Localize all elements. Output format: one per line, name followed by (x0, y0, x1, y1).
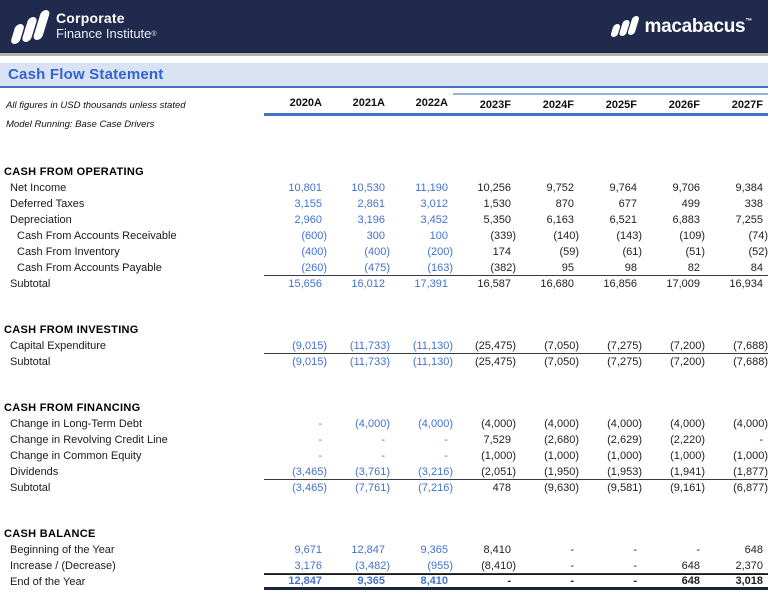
cfi-logo-mark-icon (13, 10, 46, 44)
row-values (264, 574, 768, 590)
table-row-beginning-of-the-year (0, 542, 768, 558)
row-label: Subtotal (10, 356, 51, 368)
column-header-2023f: 2023F (453, 93, 516, 113)
table-cell: (1,950) (544, 465, 579, 478)
table-cell: - (318, 450, 322, 462)
table-row-increase-decrease (0, 558, 768, 574)
table-cell: 17,391 (414, 278, 448, 290)
table-cell: 8,410 (483, 544, 511, 556)
table-cell: (382) (490, 261, 516, 274)
table-cell: (11,130) (412, 339, 453, 352)
table-cell: (4,000) (670, 418, 705, 430)
macabacus-logo-mark-icon (612, 16, 637, 37)
title-band (0, 63, 768, 88)
table-cell: (143) (616, 230, 642, 242)
table-cell: 98 (624, 261, 637, 274)
table-cell: (955) (427, 559, 453, 572)
table-cell: (3,761) (355, 465, 390, 478)
row-values (264, 416, 768, 432)
table-row-change-in-revolving-credit-line (0, 432, 768, 448)
macabacus-logo[interactable] (612, 16, 752, 38)
table-cell: (11,130) (412, 356, 453, 368)
table-cell: (51) (685, 246, 705, 258)
table-cell: 870 (555, 198, 574, 210)
table-cell: - (381, 450, 385, 462)
table-cell: (8,410) (481, 559, 516, 572)
row-label: Subtotal (10, 482, 51, 494)
table-cell: (25,475) (475, 356, 516, 368)
table-cell: 300 (366, 230, 385, 242)
table-cell: (3,465) (292, 482, 327, 494)
row-values (264, 542, 768, 558)
table-cell: 11,190 (415, 182, 448, 194)
table-cell: 3,018 (735, 575, 763, 587)
table-cell: (3,465) (292, 465, 327, 478)
table-cell: 648 (744, 544, 763, 556)
table-cell: 648 (681, 575, 700, 587)
table-cell: (7,216) (418, 482, 453, 494)
statement-sheet (0, 88, 768, 590)
row-label: Cash From Inventory (17, 246, 120, 258)
table-cell: (2,680) (544, 434, 579, 446)
table-cell: 100 (429, 230, 448, 242)
table-row-net-income (0, 180, 768, 196)
row-values (264, 260, 768, 276)
table-cell: - (507, 575, 511, 587)
column-header-2027f: 2027F (705, 93, 768, 113)
table-cell: (7,275) (607, 339, 642, 352)
row-label: Cash From Accounts Receivable (17, 230, 177, 242)
page-title: Cash Flow Statement (8, 66, 164, 83)
table-cell: 15,656 (288, 278, 322, 290)
table-cell: 17,009 (666, 278, 700, 290)
table-cell: (1,000) (733, 450, 768, 462)
column-header-2025f: 2025F (579, 93, 642, 113)
table-cell: (11,733) (349, 339, 390, 352)
table-cell: 12,847 (288, 575, 322, 587)
section-cash-from-financing (0, 400, 768, 496)
table-cell: (9,581) (607, 482, 642, 494)
table-cell: (2,629) (607, 434, 642, 446)
table-cell: (7,688) (733, 339, 768, 352)
table-cell: (25,475) (475, 339, 516, 352)
registered-mark: ® (151, 31, 157, 39)
table-cell: 677 (618, 198, 637, 210)
model-running-note: Model Running: Base Case Drivers (6, 118, 155, 130)
table-cell: - (696, 544, 700, 556)
row-values (264, 212, 768, 228)
table-cell: 9,365 (357, 575, 385, 587)
table-cell: - (633, 544, 637, 556)
row-label: Capital Expenditure (10, 340, 107, 352)
table-cell: (9,630) (544, 482, 579, 494)
column-header-row (0, 90, 768, 116)
table-cell: (7,050) (544, 339, 579, 352)
table-cell: (1,000) (607, 450, 642, 462)
column-header-2021a: 2021A (352, 97, 385, 109)
table-cell: 3,196 (357, 214, 385, 226)
table-cell: 16,680 (540, 278, 574, 290)
table-cell: 3,155 (294, 198, 322, 210)
row-values (264, 448, 768, 464)
table-cell: (7,761) (355, 482, 390, 494)
table-cell: (7,200) (670, 339, 705, 352)
table-row-change-in-common-equity (0, 448, 768, 464)
table-cell: - (570, 559, 574, 572)
column-header-2024f: 2024F (516, 93, 579, 113)
table-row-subtotal (0, 480, 768, 496)
year-header-cells (264, 93, 768, 116)
table-cell: (1,000) (481, 450, 516, 462)
table-cell: (4,000) (418, 418, 453, 430)
column-header-2026f: 2026F (642, 93, 705, 113)
table-cell: 6,883 (672, 214, 700, 226)
table-row-depreciation (0, 212, 768, 228)
table-row-cash-from-accounts-receivable (0, 228, 768, 244)
table-cell: 2,370 (735, 559, 763, 572)
section-title: CASH BALANCE (4, 528, 96, 540)
table-cell: (6,877) (733, 482, 768, 494)
table-cell: 9,671 (294, 544, 322, 556)
table-cell: - (570, 544, 574, 556)
row-values (264, 244, 768, 260)
table-cell: 10,530 (351, 182, 385, 194)
table-cell: (140) (553, 230, 579, 242)
table-row-deferred-taxes (0, 196, 768, 212)
table-cell: 5,350 (483, 214, 511, 226)
table-cell: 82 (687, 261, 700, 274)
table-cell: - (381, 434, 385, 446)
row-label: End of the Year (10, 576, 86, 588)
row-values (264, 338, 768, 354)
row-label: Cash From Accounts Payable (17, 262, 162, 274)
table-cell: (2,051) (481, 465, 516, 478)
table-row-subtotal (0, 354, 768, 370)
table-cell: (7,275) (607, 356, 642, 368)
table-cell: (9,015) (292, 356, 327, 368)
table-cell: (109) (679, 230, 705, 242)
table-cell: 9,752 (546, 182, 574, 194)
table-cell: (4,000) (481, 418, 516, 430)
table-cell: 16,934 (729, 278, 763, 290)
section-title: CASH FROM INVESTING (4, 324, 139, 336)
table-cell: (4,000) (733, 418, 768, 430)
row-label: Change in Long-Term Debt (10, 418, 143, 430)
row-values (264, 464, 768, 480)
table-cell: 7,529 (483, 434, 511, 446)
table-cell: (52) (748, 246, 768, 258)
table-cell: (1,000) (670, 450, 705, 462)
table-cell: - (570, 575, 574, 587)
table-cell: (1,877) (733, 465, 768, 478)
table-cell: (475) (364, 261, 390, 274)
table-cell: 6,521 (609, 214, 637, 226)
table-cell: - (633, 559, 637, 572)
table-cell: 3,452 (420, 214, 448, 226)
table-cell: (1,000) (544, 450, 579, 462)
table-cell: (260) (301, 261, 327, 274)
row-label: Depreciation (10, 214, 72, 226)
column-header-2020a: 2020A (289, 97, 322, 109)
table-cell: - (318, 434, 322, 446)
table-cell: 3,176 (294, 559, 322, 572)
table-cell: 10,256 (477, 182, 511, 194)
table-cell: 6,163 (546, 214, 574, 226)
row-label: Increase / (Decrease) (10, 560, 116, 572)
table-cell: (400) (301, 246, 327, 258)
table-cell: 7,255 (735, 214, 763, 226)
table-cell: (7,688) (733, 356, 768, 368)
table-cell: 16,012 (351, 278, 385, 290)
row-values (264, 228, 768, 244)
row-values (264, 276, 768, 292)
column-header-2022a: 2022A (415, 97, 448, 109)
table-cell: 10,801 (288, 182, 322, 194)
table-cell: 478 (492, 482, 511, 494)
table-row-cash-from-inventory (0, 244, 768, 260)
table-cell: 95 (561, 261, 574, 274)
table-cell: (4,000) (607, 418, 642, 430)
row-label: Change in Revolving Credit Line (10, 434, 168, 446)
table-cell: - (444, 434, 448, 446)
cfi-logo-line1: Corporate (56, 10, 125, 27)
cfi-logo-text (56, 11, 157, 41)
section-title: CASH FROM FINANCING (4, 402, 141, 414)
table-cell: 338 (744, 198, 763, 210)
table-row-cash-from-accounts-payable (0, 260, 768, 276)
table-cell: (4,000) (544, 418, 579, 430)
table-cell: - (759, 434, 763, 446)
units-note: All figures in USD thousands unless stated (6, 100, 186, 111)
table-cell: (9,161) (670, 482, 705, 494)
table-cell: 84 (750, 261, 763, 274)
table-cell: 9,764 (609, 182, 637, 194)
table-cell: (3,482) (355, 559, 390, 572)
row-values (264, 354, 768, 370)
table-cell: (7,050) (544, 356, 579, 368)
table-cell: 12,847 (351, 544, 385, 556)
table-cell: (339) (490, 230, 516, 242)
row-label: Dividends (10, 466, 59, 478)
table-cell: (1,941) (670, 465, 705, 478)
table-cell: (7,200) (670, 356, 705, 368)
cfi-logo-line2: Finance Institute® (56, 26, 157, 42)
macabacus-logo-text: macabacus™ (644, 15, 752, 37)
row-label: Beginning of the Year (10, 544, 115, 556)
row-label: Deferred Taxes (10, 198, 85, 210)
table-body (0, 164, 768, 590)
table-cell: - (318, 418, 322, 430)
row-label: Change in Common Equity (10, 450, 142, 462)
table-cell: (2,220) (670, 434, 705, 446)
section-cash-from-operating (0, 164, 768, 292)
section-title: CASH FROM OPERATING (4, 166, 144, 178)
section-cash-balance (0, 526, 768, 590)
table-cell: 499 (681, 198, 700, 210)
table-cell: 174 (492, 246, 511, 258)
table-cell: 9,365 (420, 544, 448, 556)
row-label: Net Income (10, 182, 67, 194)
row-values (264, 432, 768, 448)
table-cell: (9,015) (292, 339, 327, 352)
header-divider (0, 53, 768, 56)
table-cell: (400) (364, 246, 390, 258)
table-cell: 648 (681, 559, 700, 572)
table-cell: (3,216) (418, 465, 453, 478)
table-cell: 1,530 (483, 198, 511, 210)
table-row-capital-expenditure (0, 338, 768, 354)
table-cell: (61) (622, 246, 642, 258)
table-cell: (200) (427, 246, 453, 258)
cfi-logo[interactable] (13, 10, 157, 44)
notes-column (0, 100, 264, 116)
row-values (264, 480, 768, 496)
table-cell: - (444, 450, 448, 462)
table-row-subtotal (0, 276, 768, 292)
table-cell: 8,410 (420, 575, 448, 587)
table-cell: - (633, 575, 637, 587)
table-cell: 16,587 (477, 278, 511, 290)
table-cell: (600) (301, 230, 327, 242)
row-values (264, 558, 768, 574)
row-label: Subtotal (10, 278, 51, 290)
table-cell: 2,861 (357, 198, 385, 210)
table-cell: 2,960 (294, 214, 322, 226)
row-values (264, 180, 768, 196)
table-cell: (4,000) (355, 418, 390, 430)
table-cell: 3,012 (420, 198, 448, 210)
top-brand-bar (0, 0, 768, 53)
logo-bar-icon (628, 16, 641, 35)
table-cell: 9,706 (672, 182, 700, 194)
table-row-dividends (0, 464, 768, 480)
table-cell: 16,856 (603, 278, 637, 290)
table-row-change-in-long-term-debt (0, 416, 768, 432)
table-cell: 9,384 (735, 182, 763, 194)
table-row-end-of-the-year (0, 574, 768, 590)
trademark-mark: ™ (745, 17, 752, 25)
section-cash-from-investing (0, 322, 768, 370)
table-cell: (163) (427, 261, 453, 274)
table-cell: (1,953) (607, 465, 642, 478)
table-cell: (11,733) (349, 356, 390, 368)
table-cell: (74) (748, 230, 768, 242)
table-cell: (59) (559, 246, 579, 258)
row-values (264, 196, 768, 212)
